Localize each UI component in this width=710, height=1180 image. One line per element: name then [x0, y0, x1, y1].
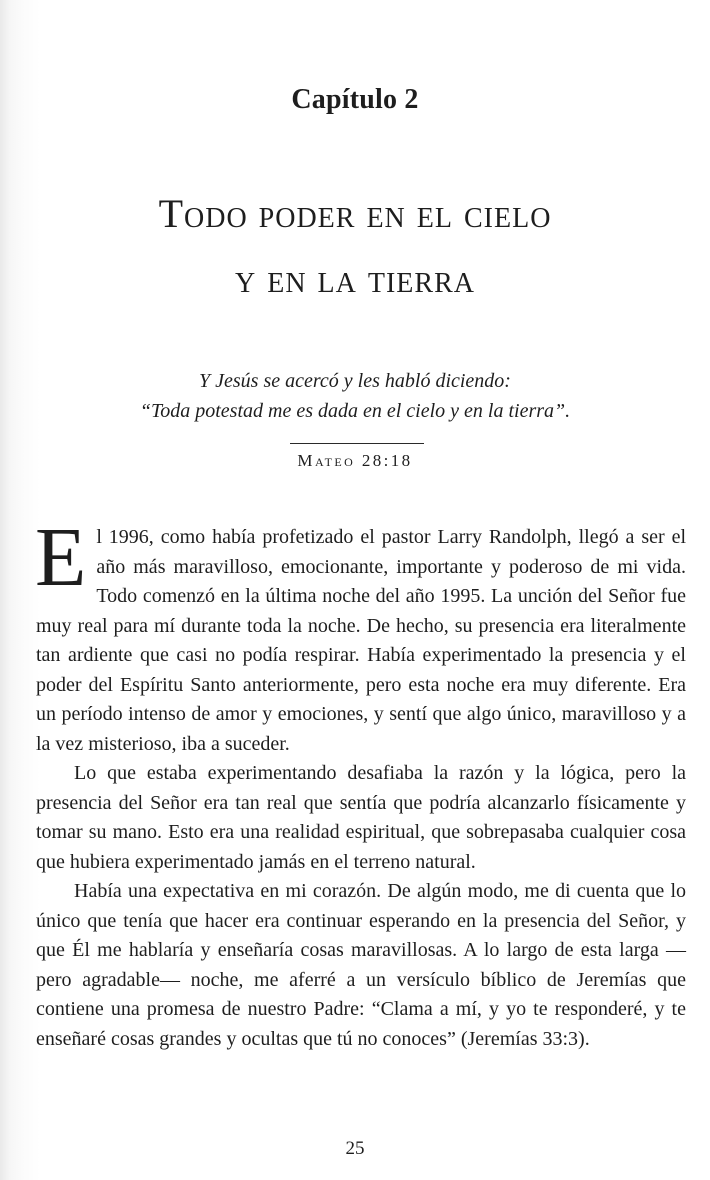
epigraph-line-1: Y Jesús se acercó y les habló diciendo:: [199, 370, 511, 392]
epigraph-citation: Mateo 28:18: [297, 451, 413, 470]
epigraph-line-2: “Toda potestad me es dada en el cielo y en la tierra”.: [139, 400, 571, 422]
chapter-title: [0, 182, 710, 312]
paragraph-1-text: l 1996, como había profetizado el pastor Larry Randolph, llegó a ser el año más maravilloso, emocionante, importante y poderoso de mi vida. Todo comenzó en la última noche del año 1995. La unción del Señor fue muy real para mí durante toda la noche. De hecho, su presencia era literalmente tan ardiente que casi no podía respirar. Había experimentado la presencia y el poder del Espíritu Santo anteriormente, pero esta noche era muy diferente. Era un período intenso de amor y emociones, y sentí que algo único, maravilloso y a la vez misterioso, iba a suceder.: [36, 526, 686, 755]
paragraph-2: Lo que estaba experimentando desafiaba la razón y la lógica, pero la presencia del Señor era tan real que sentía que podría alcanzarlo físicamente y tomar su mano. Esto era una realidad espiritual, que sobrepasaba cualquier cosa que hubiera experimentado jamás en el terreno natural.: [36, 762, 686, 873]
body-text: [35, 511, 686, 1054]
drop-cap: E: [35, 511, 87, 604]
page-number: 25: [345, 1138, 365, 1159]
paragraph-3: Había una expectativa en mi corazón. De algún modo, me di cuenta que lo único que tenía que hacer era continuar esperando en la presencia del Señor, y que Él me hablaría y enseñaría cosas maravillosas. A lo largo de esta larga —pero agradable— noche, me aferré a un versículo bíblico de Jeremías que contiene una promesa de nuestro Padre: “Clama a mí, y yo te responderé, y te enseñaré cosas grandes y ocultas que tú no conoces” (Jeremías 33:3).: [36, 880, 686, 1050]
epigraph-divider: [290, 443, 424, 444]
chapter-label: Capítulo 2: [291, 84, 419, 115]
chapter-title-line-2: y en la tierra: [235, 255, 475, 301]
epigraph: [0, 366, 710, 426]
paragraph-1: [35, 511, 686, 759]
chapter-title-line-1: Todo poder en el cielo: [158, 191, 552, 236]
